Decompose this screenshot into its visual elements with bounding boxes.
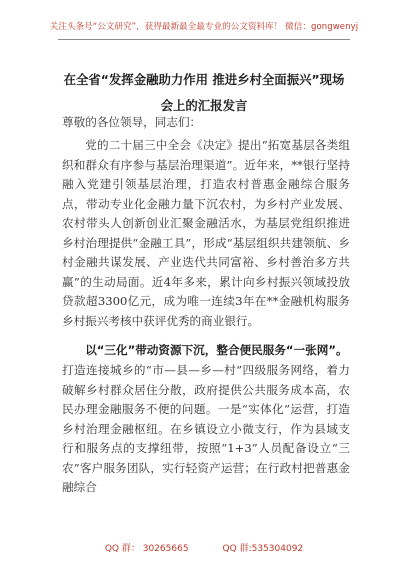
document-title: 在全省“发挥金融助力作用 推进乡村全面振兴”现场会上的汇报发言: [63, 72, 345, 113]
footer-qq-2: QQ 群:535304092: [222, 544, 304, 554]
section-heading-1: 以“三化”带动资源下沉，整合便民服务“一张网”。: [85, 343, 348, 358]
footer-qq-1: QQ 群： 30265665: [104, 544, 189, 554]
salutation: 尊敬的各位领导，同志们：: [62, 115, 202, 129]
paragraph-1: 党的二十届三中全会《决定》提出“拓宽基层各类组织和群众有序参与基层治理渠道”。近年来，**银行坚持融入党建引领基层治理，打造农村普惠金融综合服务点，带动专业化金融力量下沉农村，为乡村产业发展、农村带头人创新创业汇聚金融活水，为基层党组织推进乡村治理提供“金融工具”，形成“基层组织共建领航、乡村金融共谋发展、产业迭代共同富裕、乡村善治多方共赢”的生动局面。近4年多来，累计向乡村振兴领域投放贷款超3300亿元，成为唯一连续3年在**金融机构服务乡村振兴考核中获评优秀的商业银行。: [62, 138, 350, 328]
paragraph-2: 打造连接城乡的“市—县—乡—村”四级服务网络，着力破解乡村群众居住分散，政府提供公共服务成本高，农民办理金融服务不便的问题。一是“实体化”运营，打造乡村治理金融枢纽。在乡镇设立小微支行，作为县域支行和服务点的支撑纽带，按照“1+3”人员配备设立“三农”客户服务团队，实行轻资产运营；在行政村把普惠金融综合: [62, 363, 350, 495]
footer-contacts: [0, 541, 408, 554]
header-divider: [58, 39, 350, 40]
document-body: [62, 136, 350, 498]
header-watermark: 关注头条号“公文研究”，获得最新最全最专业的公文资料库！ 微信：gongwenyj: [49, 22, 359, 32]
